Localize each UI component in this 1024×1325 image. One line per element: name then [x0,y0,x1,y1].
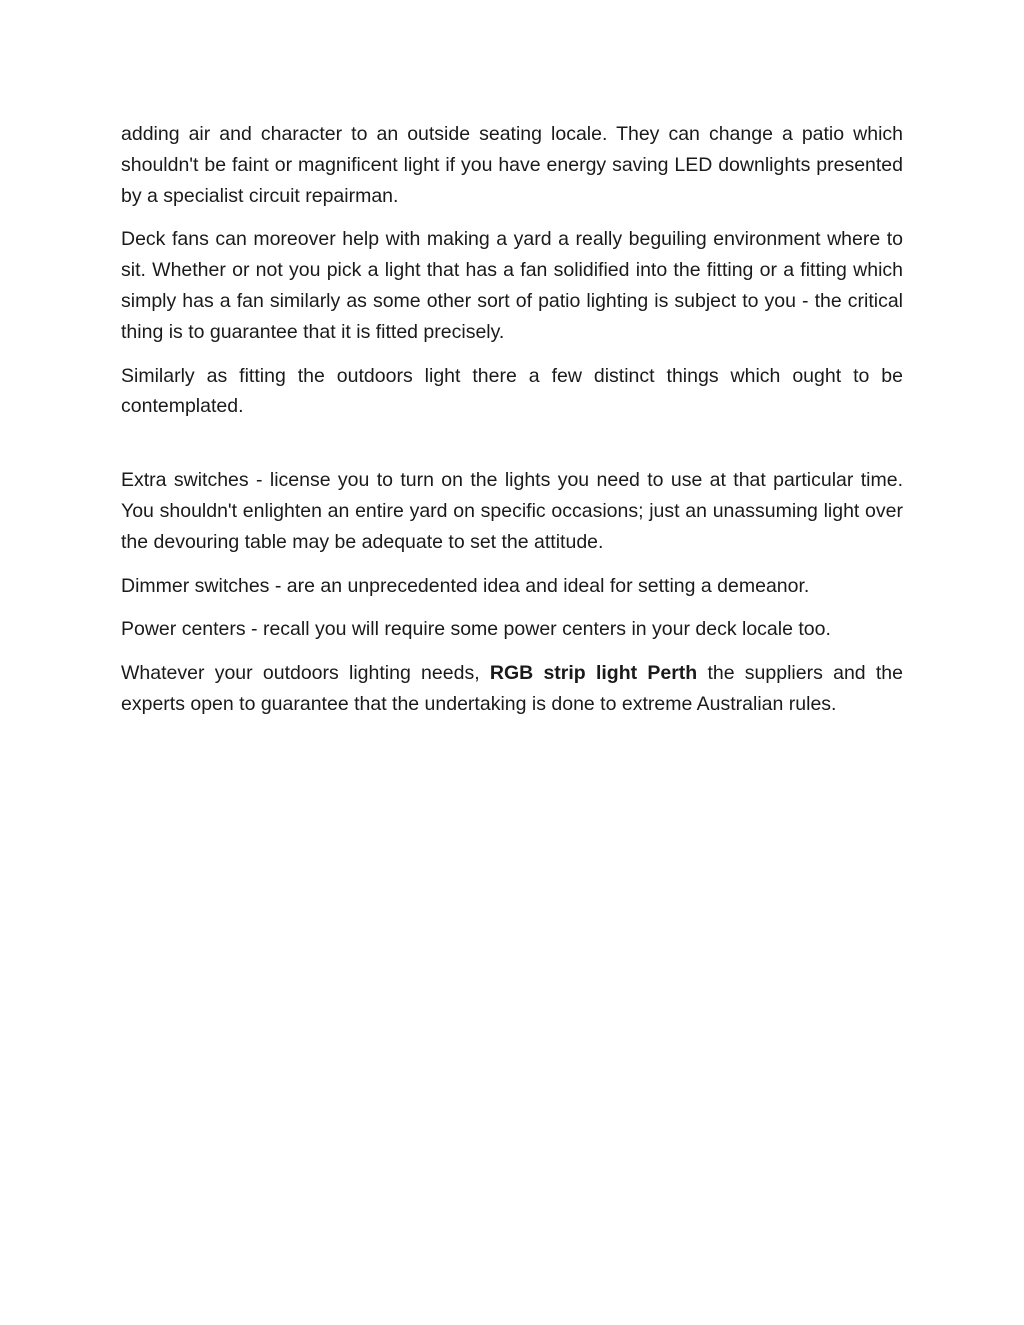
document-page [121,119,903,733]
paragraph-other-things: Similarly as fitting the outdoors light there a few distinct things which ought to be contemplated. [121,364,903,418]
paragraph-power-centers: Power centers - recall you will require some power centers in your deck locale too. [121,618,831,641]
keyword-rgb-strip-light: RGB strip light Perth [489,662,698,685]
paragraph-dimmer-switches: Dimmer switches - are an unprecedented idea and ideal for setting a demeanor. [121,574,810,597]
conclusion-text-end: the suppliers and the experts open to guarantee that the undertaking is done to extreme Australian rules. [121,662,903,715]
paragraph-led-downlights: adding air and character to an outside seating locale. They can change a patio which shouldn't be faint or magnificent light if you have energy saving LED downlights presented by a specialist circuit repairman. [121,123,903,207]
paragraph-conclusion [121,658,903,720]
paragraph-gap [121,435,903,465]
paragraph-deck-fans: Deck fans can moreover help with making a yard a really beguiling environment where to sit. Whether or not you pick a light that has a fan solidified into the fitting or a fitting which simply has a fan similarly as some other sort of patio lighting is subject to you - the critical thing is to guarantee that it is fitted precisely. [121,228,903,343]
paragraph-extra-switches: Extra switches - license you to turn on the lights you need to use at that particular time. You shouldn't enlighten an entire yard on specific occasions; just an unassuming light over the devouring table may be adequate to set the attitude. [121,469,903,553]
conclusion-text-start: Whatever your outdoors lighting needs, [121,662,490,685]
